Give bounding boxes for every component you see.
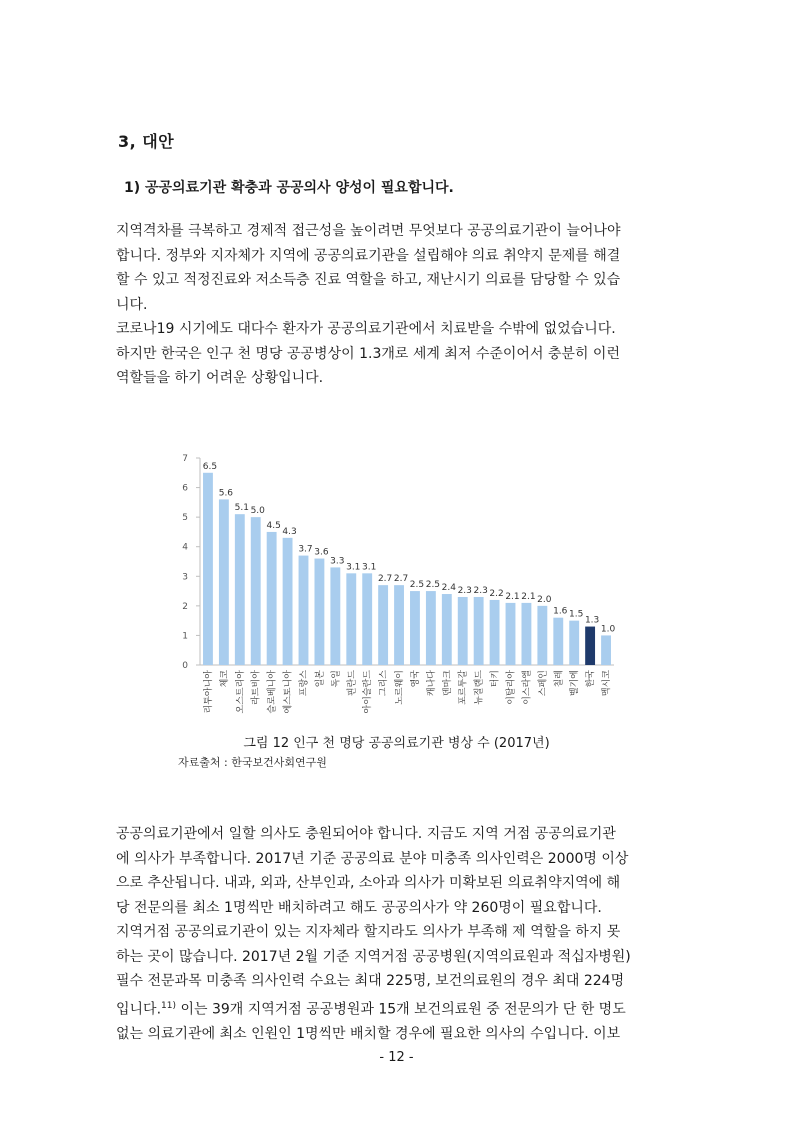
- text-line: [116, 994, 682, 1022]
- text-line: 할 수 있고 적정진료와 저소득층 진료 역할을 하고, 재난시기 의료를 담당할 수 있습: [116, 272, 621, 289]
- category-label: 그리스: [379, 670, 390, 697]
- value-label: 2.1: [505, 591, 520, 602]
- value-label: 3.7: [298, 544, 313, 555]
- bar: [506, 603, 516, 665]
- category-label: 스페인: [538, 670, 549, 697]
- bar: [394, 585, 404, 665]
- bar: [235, 514, 245, 665]
- bar: [267, 532, 277, 665]
- value-label: 2.7: [377, 574, 393, 585]
- category-label: 벨기에: [570, 670, 581, 697]
- bar: [458, 597, 468, 665]
- value-label: 1.6: [553, 606, 568, 617]
- footnote-reference: 11): [161, 1000, 176, 1011]
- paragraph-doctor-shortage: [116, 822, 682, 920]
- subsection-title: 1) 공공의료기관 확충과 공공의사 양성이 필요합니다.: [124, 180, 454, 196]
- value-label: 3.6: [314, 547, 329, 558]
- value-label: 3.1: [346, 562, 361, 573]
- figure-caption: 그림 12 인구 천 명당 공공의료기관 병상 수 (2017년): [243, 736, 550, 751]
- value-label: 2.3: [457, 585, 472, 596]
- value-label: 2.2: [489, 588, 504, 599]
- text-line: 공공의료기관에서 일할 의사도 충원되어야 합니다. 지금도 지역 거점 공공의료기관: [116, 826, 616, 842]
- bar: [537, 606, 547, 665]
- value-label: 5.6: [218, 488, 234, 499]
- bar-chart: [170, 446, 620, 732]
- value-label: 5.0: [250, 506, 265, 517]
- text-line: 니다.: [116, 296, 148, 313]
- bar: [362, 573, 372, 665]
- category-label: 뉴질랜드: [474, 670, 485, 705]
- bar: [442, 594, 452, 665]
- text-fragment: 이는 39개 지역거점 공공병원과 15개 보건의료원 중 전문의가 단 한 명도: [176, 1001, 626, 1018]
- value-label: 1.0: [600, 624, 616, 635]
- paragraph-regional-hospitals: [116, 920, 682, 1047]
- bar-chart-figure: [170, 446, 620, 732]
- bar: [521, 603, 531, 665]
- text-line: 합니다. 정부와 지자체가 지역에 공공의료기관을 설립해야 의료 취약지 문제를 해결: [116, 247, 621, 264]
- section-title: 3, 대안: [118, 132, 175, 151]
- category-label: 핀란드: [347, 670, 358, 697]
- value-label: 2.5: [425, 580, 441, 591]
- category-label: 영국: [410, 670, 421, 688]
- category-label: 노르웨이: [395, 670, 406, 705]
- category-label: 아이슬란드: [363, 670, 374, 714]
- value-label: 3.1: [362, 562, 377, 573]
- paragraph-covid: [116, 317, 682, 391]
- bar: [330, 567, 340, 665]
- y-tick-label: 3: [182, 572, 188, 583]
- bar: [585, 627, 595, 665]
- value-label: 2.1: [521, 591, 536, 602]
- bar: [490, 600, 500, 665]
- category-label: 포르투갈: [458, 670, 469, 705]
- value-label: 4.5: [266, 520, 281, 531]
- paragraph-public-hospitals: [116, 219, 682, 317]
- category-label: 프랑스: [299, 670, 310, 697]
- category-label: 오스트리아: [235, 670, 246, 714]
- value-label: 2.4: [441, 583, 456, 594]
- y-tick-label: 0: [182, 661, 188, 671]
- y-tick-label: 2: [182, 601, 188, 612]
- category-label: 멕시코: [602, 670, 613, 697]
- y-tick-label: 6: [182, 483, 188, 494]
- value-label: 2.0: [537, 594, 552, 605]
- text-line: 지역격차를 극복하고 경제적 접근성을 높이려면 무엇보다 공공의료기관이 늘어나야: [116, 223, 621, 239]
- category-label: 일본: [315, 670, 326, 688]
- bar: [219, 499, 229, 665]
- value-label: 6.5: [202, 461, 218, 472]
- value-label: 3.3: [330, 556, 345, 567]
- text-line: 없는 의료기관에 최소 인원인 1명씩만 배치할 경우에 필요한 의사의 수입니다. 이보: [116, 1026, 621, 1043]
- y-tick-label: 5: [182, 513, 188, 524]
- value-label: 5.1: [234, 503, 249, 514]
- category-label: 리투아니아: [203, 670, 214, 714]
- text-line: 으로 추산됩니다. 내과, 외과, 산부인과, 소아과 의사가 미확보된 의료취약지역에 해: [116, 875, 621, 892]
- category-label: 슬로베니아: [267, 670, 278, 714]
- category-label: 캐나다: [426, 670, 437, 697]
- page-number: - 12 -: [379, 1050, 414, 1065]
- value-label: 1.5: [569, 609, 584, 620]
- y-tick-label: 1: [182, 631, 188, 642]
- value-label: 2.5: [409, 580, 425, 591]
- text-line: 필수 전문과목 미충족 의사인력 수요는 최대 225명, 보건의료원의 경우 최대 224명: [116, 973, 625, 990]
- value-label: 1.3: [584, 615, 600, 626]
- y-tick-label: 4: [182, 542, 188, 553]
- bar: [378, 585, 388, 665]
- value-label: 2.3: [473, 585, 488, 596]
- bar: [283, 538, 293, 665]
- text-line: 역할들을 하기 어려운 상황입니다.: [116, 370, 324, 387]
- text-fragment: 입니다.: [116, 1001, 162, 1018]
- value-label: 2.7: [393, 574, 409, 585]
- bar: [203, 473, 213, 665]
- text-line: 하지만 한국은 인구 천 명당 공공병상이 1.3개로 세계 최저 수준이어서 충분히 이런: [116, 345, 620, 362]
- category-label: 이탈리아: [506, 670, 517, 705]
- category-label: 에스토니아: [283, 670, 294, 714]
- category-label: 덴마크: [442, 670, 453, 697]
- text-line: 지역거점 공공의료기관이 있는 지자체라 할지라도 의사가 부족해 제 역할을 하지 못: [116, 924, 621, 940]
- bar: [251, 517, 261, 665]
- category-label: 터키: [490, 670, 501, 688]
- bar: [553, 618, 563, 665]
- bar: [314, 559, 324, 665]
- y-tick-label: 7: [182, 454, 188, 464]
- text-line: 하는 곳이 많습니다. 2017년 2월 기준 지역거점 공공병원(지역의료원과 적십자병원): [116, 948, 631, 965]
- bar: [299, 556, 309, 665]
- bar: [569, 621, 579, 665]
- category-label: 독일: [331, 670, 342, 688]
- category-label: 한국: [586, 670, 597, 688]
- bar: [426, 591, 436, 665]
- figure-source: 자료출처 : 한국보건사회연구원: [178, 756, 327, 769]
- bar: [474, 597, 484, 665]
- category-label: 이스라엘: [522, 670, 533, 705]
- bar: [346, 573, 356, 665]
- bar: [601, 635, 611, 665]
- text-line: 코로나19 시기에도 대다수 환자가 공공의료기관에서 치료받을 수밖에 없었습니다.: [116, 321, 616, 337]
- category-label: 라트비아: [251, 670, 262, 705]
- value-label: 4.3: [282, 526, 297, 537]
- category-label: 칠레: [554, 670, 565, 688]
- text-line: 당 전문의를 최소 1명씩만 배치하려고 해도 공공의사가 약 260명이 필요합니다.: [116, 899, 602, 916]
- text-line: 에 의사가 부족합니다. 2017년 기준 공공의료 분야 미충족 의사인력은 2000명 이상: [116, 850, 629, 867]
- bar: [410, 591, 420, 665]
- category-label: 체코: [219, 670, 230, 688]
